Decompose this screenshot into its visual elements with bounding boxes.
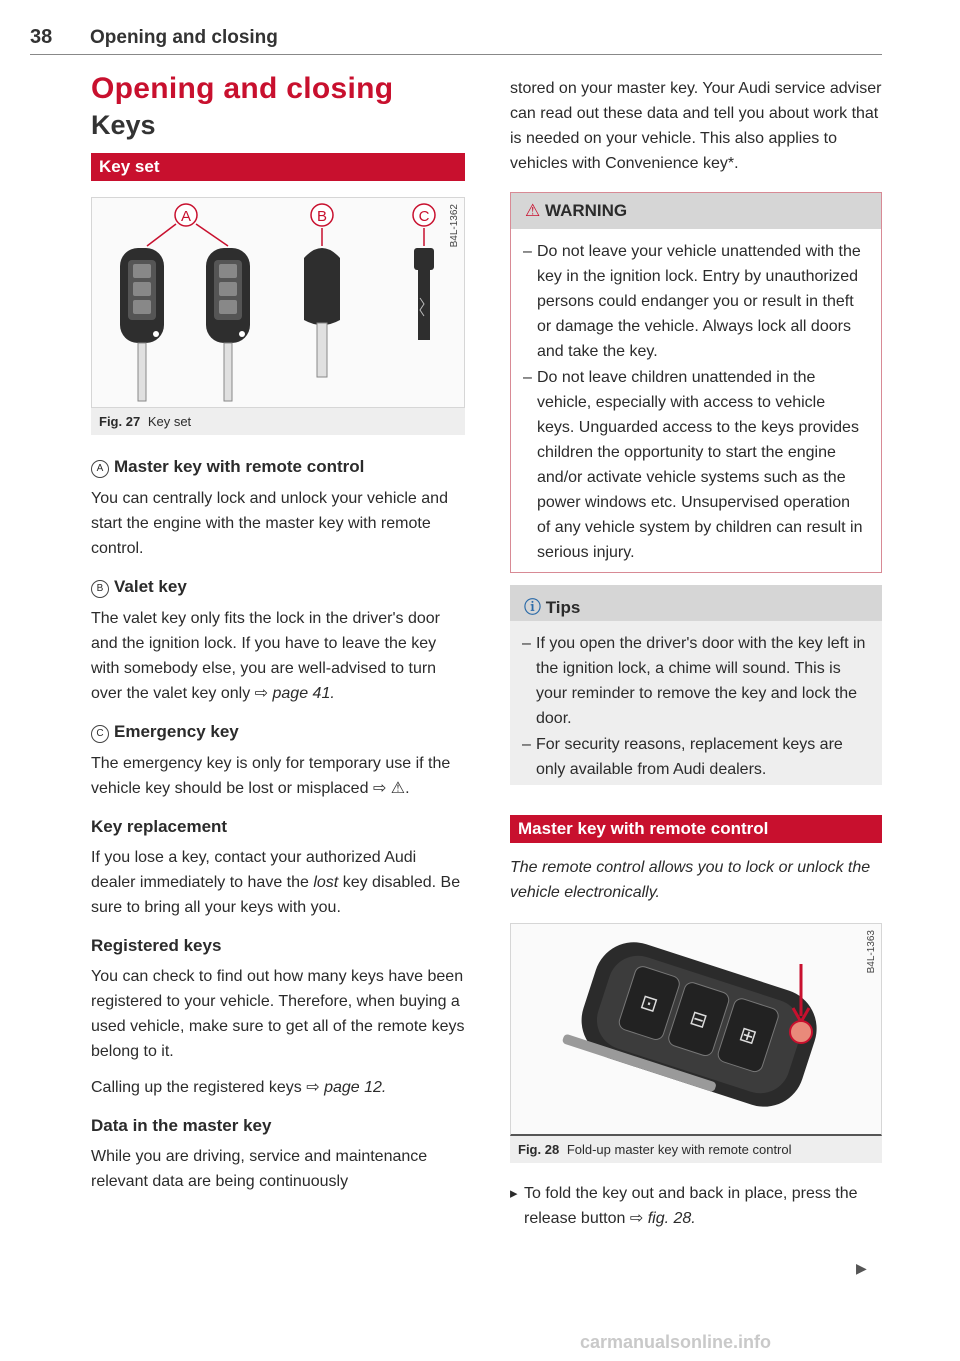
emergency-key-heading — [91, 722, 465, 743]
page-header — [30, 24, 882, 55]
label-c: C — [418, 208, 430, 225]
valet-key-title: Valet key — [114, 577, 187, 596]
warning-link[interactable]: ⇨ ⚠. — [372, 780, 410, 797]
key-replacement-text — [91, 845, 465, 920]
master-key-text: You can centrally lock and unlock your vehicle and start the engine with the master key with remote control. — [91, 490, 448, 557]
key-set-bar: Key set — [91, 153, 465, 181]
fig27-caption-text: Key set — [147, 414, 192, 429]
marker-b-icon: B — [91, 580, 109, 598]
page-number: 38 — [30, 26, 53, 48]
figure-27 — [91, 197, 465, 435]
fig28-caption-text: Fold-up master key with remote control — [566, 1142, 792, 1157]
emergency-key-body: The emergency key is only for temporary use if the vehicle key should be lost or misplaced — [91, 755, 451, 797]
valet-key-text — [91, 606, 465, 706]
key-set-drawing — [92, 198, 464, 407]
page-12-link[interactable]: ⇨ page 12. — [306, 1079, 387, 1096]
fig28-caption — [510, 1136, 882, 1163]
marker-c-icon: C — [91, 725, 109, 743]
header-title: Opening and closing — [90, 27, 278, 48]
page-41-link[interactable]: ⇨ page 41. — [254, 685, 335, 702]
master-key-icon — [120, 248, 164, 401]
remote-intro-text: The remote control allows you to lock or unlock the vehicle electronically. — [510, 859, 871, 901]
data-master-key-heading: Data in the master key — [91, 1116, 272, 1135]
right-column — [510, 76, 882, 1231]
label-b: B — [316, 208, 328, 225]
svg-text:⊟: ⊟ — [687, 1005, 711, 1034]
emergency-key-text — [91, 751, 465, 801]
warning-header — [511, 193, 881, 229]
tips-title: Tips — [545, 598, 581, 617]
emergency-key-title: Emergency key — [114, 722, 239, 741]
key-set-illustration — [91, 197, 465, 408]
watermark: carmanualsonline.info — [580, 1332, 772, 1352]
replacement-lost: lost — [313, 874, 339, 891]
continued-text: stored on your master key. Your Audi service adviser can read out these data and tell you about work that is needed on your vehicle. This also applies to vehicles with Convenience key*. — [510, 80, 882, 172]
tips-body — [510, 621, 882, 785]
continue-arrow-icon: ▶ — [856, 1260, 867, 1276]
fig28-caption-number: Fig. 28 — [518, 1142, 560, 1157]
fig27-caption — [91, 408, 465, 435]
section-title: Keys — [91, 110, 156, 140]
tips-item: – If you open the driver's door with the key left in the ignition lock, a chime will sound. This is your reminder to remove the key and lock the door. — [526, 631, 866, 731]
valet-key-body: The valet key only fits the lock in the driver's door and the ignition lock. If you have to leave the key with somebody else, you are well-advised to turn over the valet key only — [91, 610, 440, 702]
valet-key-icon — [304, 248, 340, 377]
registered-keys-text: You can check to find out how many keys have been registered to your vehicle. Therefore, when buying a used vehicle, make sure to get all of the remote keys belong to it. — [91, 968, 465, 1060]
warning-icon: ⚠ — [525, 201, 541, 220]
master-key-remote-bar: Master key with remote control — [510, 815, 882, 843]
figure-28 — [510, 923, 882, 1163]
key-replacement-heading: Key replacement — [91, 817, 228, 836]
fold-key-step — [510, 1181, 882, 1231]
warning-item: – Do not leave children unattended in the vehicle, especially with access to vehicle keys. Unguarded access to the keys provides children the opportunity to start the engine and/or activate vehicle systems such as the power windows etc. Unsupervised operation of any vehicle system by children can result in serious injury. — [527, 365, 865, 565]
replacement-text-b: key disabled. Be sure to bring all your keys with you. — [91, 874, 461, 916]
svg-text:⊞: ⊞ — [736, 1021, 760, 1050]
fold-key-step-body: To fold the key out and back in place, press the release button — [524, 1185, 858, 1227]
fold-up-key-illustration — [510, 923, 882, 1136]
valet-key-heading — [91, 577, 465, 598]
fig27-caption-number: Fig. 27 — [99, 414, 141, 429]
tips-box — [510, 585, 882, 785]
chapter-title: Opening and closing — [91, 72, 394, 105]
fig27-code: B4L-1362 — [449, 204, 460, 248]
master-key-2-icon — [206, 248, 250, 401]
emergency-key-icon — [414, 248, 434, 340]
data-master-key-text: While you are driving, service and maintenance relevant data are being continuously — [91, 1148, 428, 1190]
warning-body — [511, 229, 881, 572]
remote-key-icon — [562, 929, 827, 1117]
fig-28-link[interactable]: ⇨ fig. 28. — [629, 1210, 696, 1227]
registered-keys-heading: Registered keys — [91, 936, 222, 955]
calling-up-body: Calling up the registered keys — [91, 1079, 307, 1096]
replacement-text-a: If you lose a key, contact your authorized Audi dealer immediately to have the — [91, 849, 417, 891]
master-key-heading — [91, 457, 465, 478]
marker-a-icon: A — [91, 460, 109, 478]
left-column — [91, 72, 465, 1194]
warning-box — [510, 192, 882, 573]
label-a: A — [180, 208, 192, 225]
svg-text:⊡: ⊡ — [637, 989, 661, 1018]
tips-item: – For security reasons, replacement keys are only available from Audi dealers. — [526, 732, 866, 782]
fold-up-key-drawing — [511, 924, 881, 1134]
tips-header — [510, 585, 882, 621]
fig28-code: B4L-1363 — [866, 930, 877, 974]
calling-up-text — [91, 1075, 465, 1100]
master-key-title: Master key with remote control — [114, 457, 365, 476]
warning-item: – Do not leave your vehicle unattended with the key in the ignition lock. Entry by unauthorized persons could endanger you or result in theft or damage the vehicle. Always lock all doors and take the key. — [527, 239, 865, 364]
info-icon: ⓘ — [524, 598, 541, 617]
release-button-icon — [790, 1021, 812, 1043]
warning-title: WARNING — [544, 201, 628, 220]
